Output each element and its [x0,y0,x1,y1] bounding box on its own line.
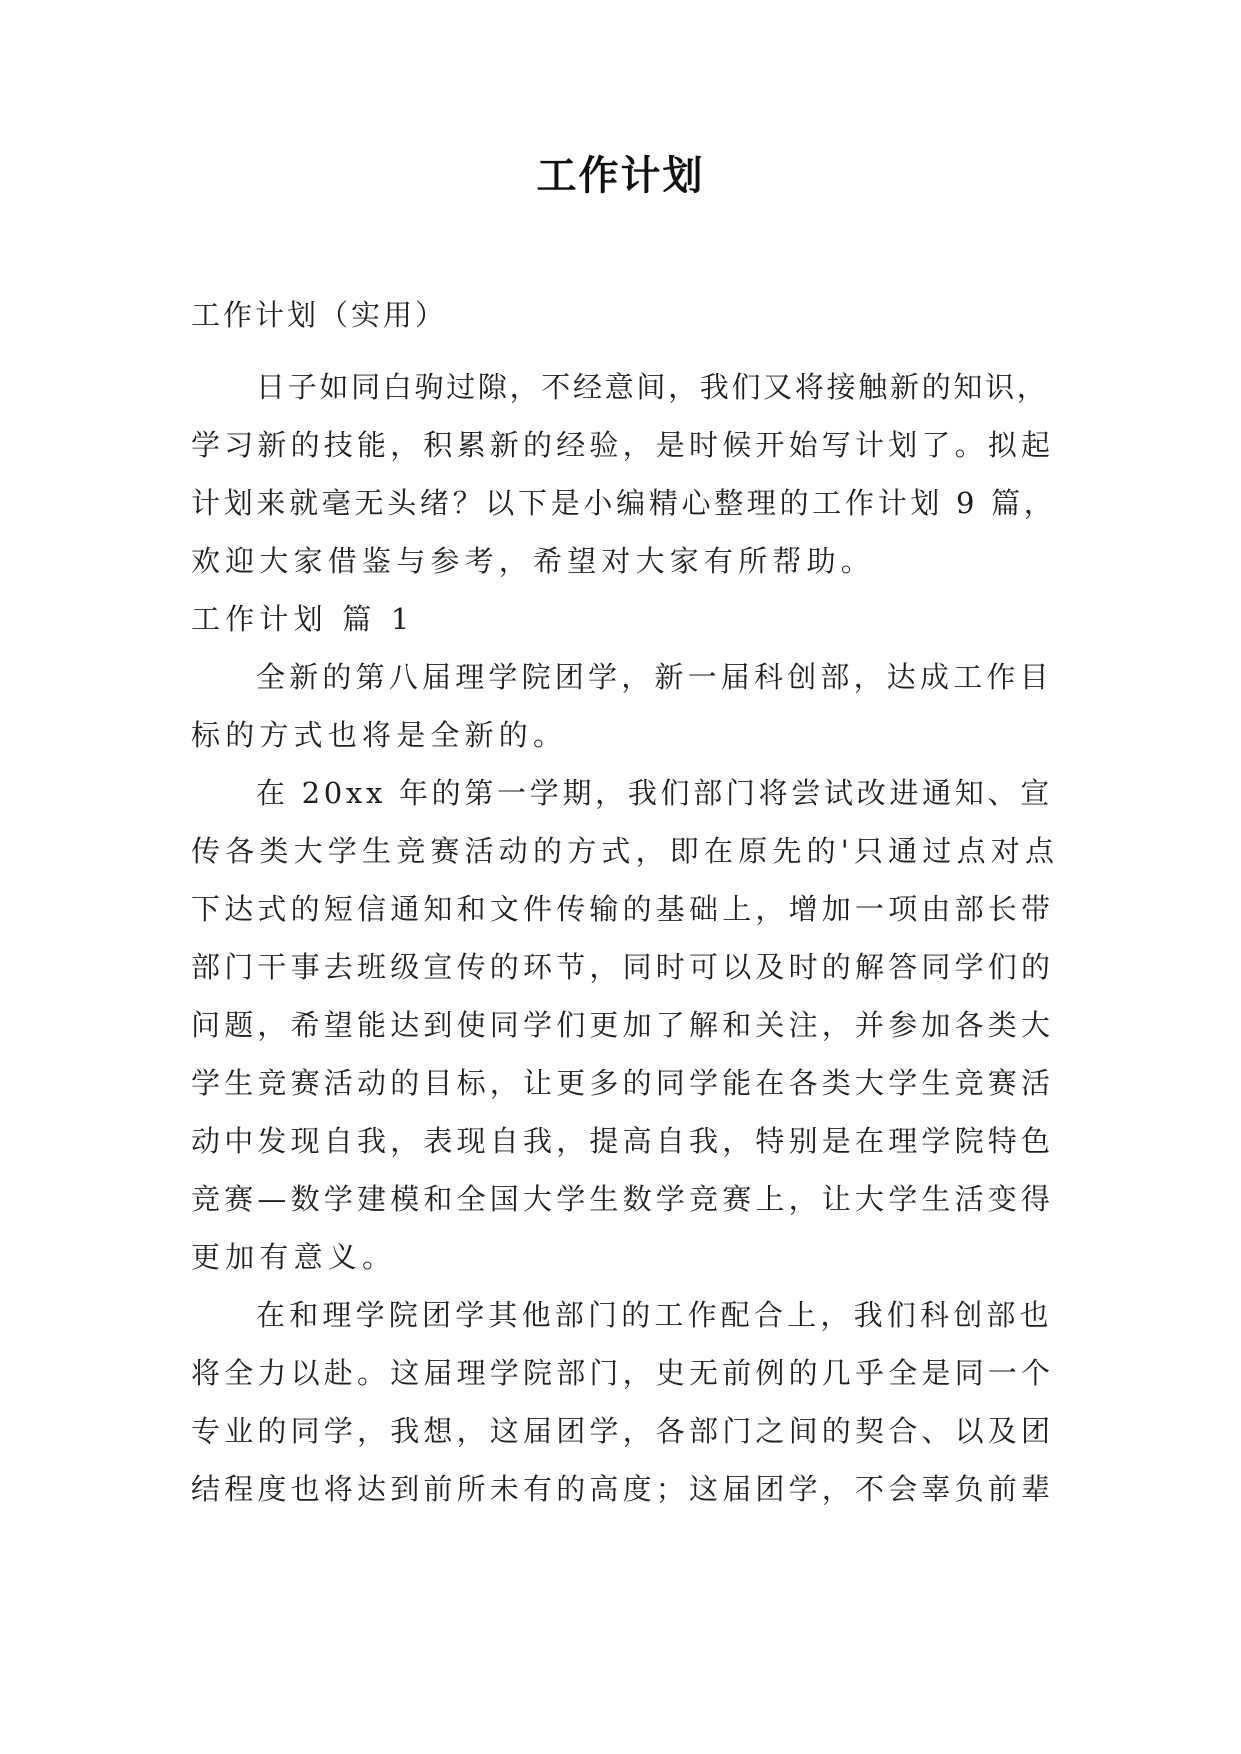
text-line: 欢迎大家借鉴与参考，希望对大家有所帮助。 [191,544,876,578]
text-line: 学生竞赛活动的目标，让更多的同学能在各类大学生竞赛活 [191,1066,1055,1100]
document-subtitle: 工作计划（实用） [191,298,448,332]
text-line: 更加有意义。 [191,1240,397,1274]
text-line: 结程度也将达到前所未有的高度；这届团学，不会辜负前辈 [191,1472,1055,1506]
text-line: 计划来就毫无头绪？以下是小编精心整理的工作计划 9 篇， [191,486,1057,520]
text-line: 在和理学院团学其他部门的工作配合上，我们科创部也 [256,1298,1053,1332]
text-line: 学习新的技能，积累新的经验，是时候开始写计划了。拟起 [191,428,1055,462]
text-line: 竞赛—数学建模和全国大学生数学竞赛上，让大学生活变得 [191,1182,1055,1216]
text-line: 在 20xx 年的第一学期，我们部门将尝试改进通知、宣 [256,776,1053,810]
text-line: 部门干事去班级宣传的环节，同时可以及时的解答同学们的 [191,950,1055,984]
text-line: 下达式的短信通知和文件传输的基础上，增加一项由部长带 [191,892,1055,926]
text-line: 问题，希望能达到使同学们更加了解和关注，并参加各类大 [191,1008,1055,1042]
text-line: 标的方式也将是全新的。 [191,718,568,752]
text-line: 传各类大学生竞赛活动的方式，即在原先的'只通过点对点 [191,834,1060,868]
text-line: 动中发现自我，表现自我，提高自我，特别是在理学院特色 [191,1124,1055,1158]
text-line: 将全力以赴。这届理学院部门，史无前例的几乎全是同一个 [191,1356,1055,1390]
section-heading: 工作计划 篇 1 [191,602,415,636]
document-title: 工作计划 [536,153,705,199]
text-line: 专业的同学，我想，这届团学，各部门之间的契合、以及团 [191,1414,1055,1448]
text-line: 日子如同白驹过隙，不经意间，我们又将接触新的知识， [256,370,1049,404]
text-line: 全新的第八届理学院团学，新一届科创部，达成工作目 [256,660,1053,694]
